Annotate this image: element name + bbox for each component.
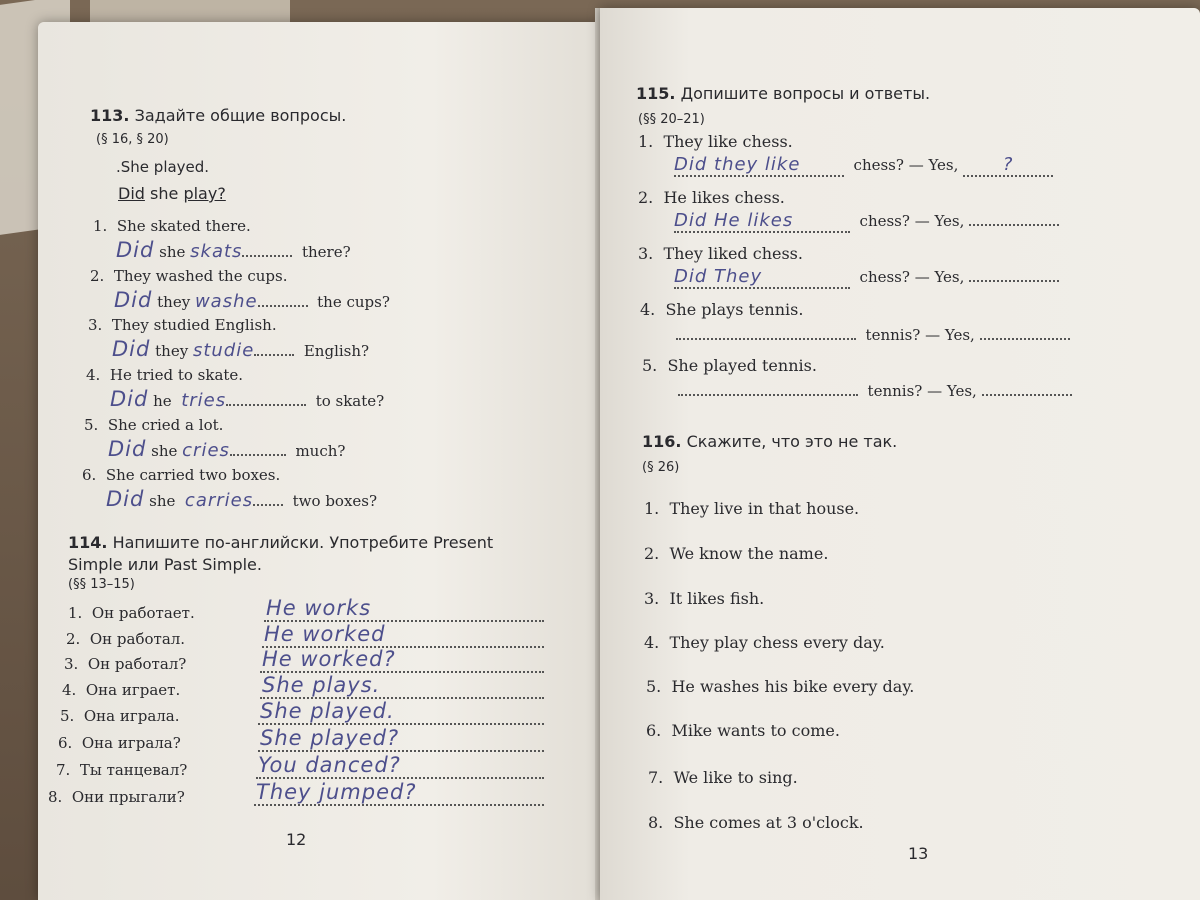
exercise-number: 114. (68, 533, 108, 552)
list-item: 8. She comes at 3 o'clock. (648, 813, 864, 832)
list-item: 6. Она играла? (58, 734, 181, 752)
list-item: 4. Она играет. (62, 681, 181, 699)
example-pronoun: she (150, 184, 179, 203)
list-item: 5. She played tennis. (642, 356, 817, 375)
answer-blank (980, 338, 1070, 340)
list-item: 6. Mike wants to come. (646, 721, 840, 740)
answer-line: Did they studie English? (112, 337, 370, 361)
handwritten-answer: studie (192, 340, 255, 361)
exercise-number: 115. (636, 84, 676, 103)
exercise-title: Напишите по-английски. Употребите Present (112, 533, 494, 552)
answer-line: Did he tries to skate? (110, 387, 385, 411)
list-item: 2. They washed the cups. (90, 267, 288, 285)
page-number: 13 (908, 844, 929, 863)
answer-blank (982, 394, 1072, 396)
answer-line: Did she cries much? (108, 437, 346, 461)
answer-line: Did they washe the cups? (114, 288, 390, 312)
handwritten-answer: tries (181, 390, 227, 411)
answer-line: tennis? — Yes, (676, 322, 1070, 344)
list-item: 2. He likes chess. (638, 188, 785, 207)
list-item: 4. They play chess every day. (644, 633, 885, 652)
item-sentence: He likes chess. (663, 188, 785, 207)
item-sentence: She skated there. (116, 217, 251, 235)
list-item: 1. She skated there. (93, 217, 251, 235)
exercise-title: Допишите вопросы и ответы. (680, 84, 931, 103)
handwritten-answer: You danced? (258, 753, 401, 777)
answer-line: Did she skats there? (116, 238, 351, 262)
handwritten-answer: carries (184, 490, 254, 511)
answer-line: Did He likes chess? — Yes, (674, 210, 1059, 233)
answer-blank (678, 378, 858, 396)
answer-line (254, 804, 544, 806)
handwritten-answer: He worked (264, 622, 386, 646)
list-item: 2. Он работал. (66, 630, 186, 648)
example-verb: play? (183, 184, 226, 203)
handwritten-answer: Did (108, 437, 147, 461)
list-item: 3. They studied English. (88, 316, 277, 334)
handwritten-answer: Did (110, 387, 149, 411)
exercise-refs: (§§ 20–21) (638, 112, 705, 127)
list-item: 4. He tried to skate. (86, 366, 244, 384)
page-number: 12 (286, 830, 307, 849)
item-sentence: She cried a lot. (107, 416, 224, 434)
example-question (118, 184, 226, 203)
item-sentence: She carried two boxes. (105, 466, 281, 484)
item-sentence: They liked chess. (663, 244, 803, 263)
list-item: 4. She plays tennis. (640, 300, 804, 319)
ex116-heading (642, 432, 897, 451)
item-sentence: She plays tennis. (665, 300, 804, 319)
handwritten-answer: They jumped? (256, 780, 417, 804)
answer-line: tennis? — Yes, (678, 378, 1072, 400)
item-sentence: They washed the cups. (113, 267, 288, 285)
list-item: 7. Ты танцевал? (56, 761, 188, 779)
list-item: 3. It likes fish. (644, 589, 765, 608)
left-page (38, 22, 600, 900)
list-item: 2. We know the name. (644, 544, 829, 563)
ex113-heading (90, 106, 346, 125)
answer-line (258, 723, 544, 725)
exercise-number: 113. (90, 106, 130, 125)
handwritten-answer: She played. (260, 699, 395, 723)
answer-line: Did They chess? — Yes, (674, 266, 1059, 289)
right-page (600, 8, 1200, 900)
answer-line (258, 750, 544, 752)
list-item: 7. We like to sing. (648, 768, 798, 787)
list-item: 6. She carried two boxes. (82, 466, 281, 484)
list-item: 1. They live in that house. (644, 499, 860, 518)
list-item: 1. They like chess. (638, 132, 793, 151)
handwritten-answer: Did They (674, 266, 850, 289)
answer-blank (969, 224, 1059, 226)
list-item: 5. Она играла. (60, 707, 180, 725)
handwritten-answer: Did they like (674, 154, 844, 177)
example-did: Did (118, 184, 145, 203)
item-sentence: She played tennis. (667, 356, 817, 375)
handwritten-answer: She plays. (262, 673, 381, 697)
handwritten-answer: washe (194, 291, 258, 312)
ex115-heading (636, 84, 930, 103)
handwritten-answer: Did (114, 288, 153, 312)
answer-line (256, 777, 544, 779)
handwritten-answer: Did (106, 487, 145, 511)
handwritten-answer: She played? (260, 726, 400, 750)
exercise-refs: (§ 16, § 20) (96, 132, 169, 147)
handwritten-answer: ? (963, 154, 1053, 177)
handwritten-answer: cries (182, 440, 230, 461)
list-item: 1. Он работает. (68, 604, 195, 622)
exercise-number: 116. (642, 432, 682, 451)
exercise-title: Задайте общие вопросы. (134, 106, 347, 125)
answer-line: Did they like chess? — Yes, ? (674, 154, 1053, 177)
example-statement: .She played. (116, 158, 210, 176)
handwritten-answer: Did He likes (674, 210, 850, 233)
list-item: 5. He washes his bike every day. (646, 677, 915, 696)
answer-line: Did she carries two boxes? (106, 487, 378, 511)
exercise-title: Simple или Past Simple. (68, 555, 262, 574)
handwritten-answer: Did (116, 238, 155, 262)
answer-blank (676, 322, 856, 340)
exercise-title: Скажите, что это не так. (686, 432, 898, 451)
item-sentence: They like chess. (663, 132, 793, 151)
ex114-heading (68, 533, 493, 552)
handwritten-answer: He worked? (262, 647, 396, 671)
answer-blank (969, 280, 1059, 282)
item-sentence: He tried to skate. (109, 366, 244, 384)
list-item: 5. She cried a lot. (84, 416, 224, 434)
list-item: 3. They liked chess. (638, 244, 803, 263)
item-sentence: They studied English. (111, 316, 277, 334)
exercise-refs: (§§ 13–15) (68, 577, 135, 592)
list-item: 3. Он работал? (64, 655, 187, 673)
handwritten-answer: Did (112, 337, 151, 361)
handwritten-answer: He works (266, 596, 372, 620)
handwritten-answer: skats (190, 241, 243, 262)
list-item: 8. Они прыгали? (48, 788, 185, 806)
exercise-refs: (§ 26) (642, 460, 680, 475)
